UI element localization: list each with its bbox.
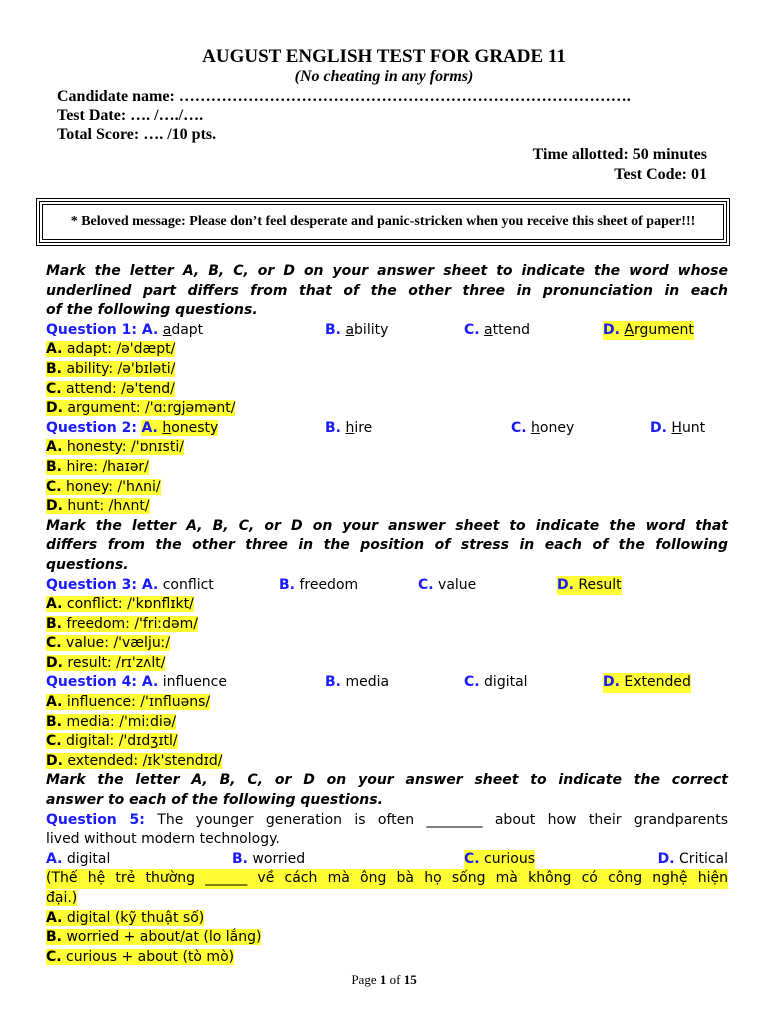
q2-answer-b: B. hire: /haɪər/ (46, 458, 149, 475)
question-content (46, 262, 728, 967)
q4-answer-a: A. influence: /'ɪnfluəns/ (46, 694, 211, 711)
q4-answer-b: B. media: /'miːdiə/ (46, 713, 177, 730)
q5-answer-b: B. worried + about/at (lo lắng) (46, 929, 262, 946)
beloved-message-box (36, 198, 730, 246)
q4-option-b: B. media (325, 674, 390, 691)
question-5-stem-2: lived without modern technology. (46, 831, 280, 848)
section2-instruction-2: differs from the other three in the position of stress in each of the following (46, 537, 728, 554)
q4-answer-c: C. digital: /'dɪdʒɪtl/ (46, 733, 178, 750)
q3-answer-b: B. freedom: /'friːdəm/ (46, 615, 199, 632)
section1-instruction-1: Mark the letter A, B, C, or D on your answer sheet to indicate the word whose (46, 263, 728, 279)
q3-option-d-correct: D. Result (557, 576, 622, 596)
q2-answer-a: A. honesty: /'ɒnɪsti/ (46, 439, 184, 456)
q2-option-b: B. hire (325, 419, 373, 436)
section2-instruction-3: questions. (46, 556, 129, 573)
q3-answer-c: C. value: /'væljuː/ (46, 635, 171, 652)
q2-option-a-correct: A. honesty (141, 419, 219, 436)
q1-answer-a: A. adapt: /ə'dæpt/ (46, 341, 176, 358)
page-title: AUGUST ENGLISH TEST FOR GRADE 11 (202, 46, 566, 67)
page-total: 15 (403, 972, 417, 987)
section2-instruction-1: Mark the letter A, B, C, or D on your answer sheet to indicate the word that (46, 517, 728, 534)
q5-answer-a: A. digital (kỹ thuật số) (46, 909, 205, 926)
question-3-options (46, 576, 728, 596)
q1-answer-c: C. attend: /ə'tend/ (46, 380, 175, 397)
question-5-stem-1: Question 5: The younger generation is often ________ about how their grandparents (46, 811, 728, 828)
time-allotted: Time allotted: 50 minutes (532, 146, 707, 163)
beloved-message: * Beloved message: Please don’t feel desperate and panic-stricken when you receive this sheet of paper!!! (42, 204, 724, 240)
q5-option-c-correct: C. curious (464, 850, 535, 870)
question-2-label: Question 2: (46, 419, 137, 436)
q5-option-b: B. worried (232, 850, 306, 867)
q1-option-a: adapt (162, 321, 204, 338)
question-3-label: Question 3: A. (46, 576, 159, 593)
question-4-label: Question 4: A. (46, 674, 159, 691)
q3-option-a: conflict (162, 576, 214, 593)
page-subtitle: (No cheating in any forms) (294, 68, 474, 85)
section1-instruction-3: of the following questions. (46, 302, 258, 319)
section3-instruction-2: answer to each of the following questions. (46, 792, 383, 809)
q3-option-c: C. value (418, 576, 477, 593)
section3-instruction-1: Mark the letter A, B, C, or D on your answer sheet to indicate the correct (46, 772, 728, 789)
candidate-name-line: Candidate name: …………………………………………………………………………. (57, 88, 631, 105)
q3-answer-a: A. conflict: /'kɒnflɪkt/ (46, 596, 194, 613)
question-2-options (46, 419, 728, 439)
page-number: 1 (379, 972, 387, 987)
test-date-line: Test Date: …. /…./…. (57, 107, 204, 124)
q1-answer-d: D. argument: /'ɑːrgjəmənt/ (46, 400, 236, 417)
q1-answer-b: B. ability: /ə'bɪləti/ (46, 360, 176, 377)
q5-answer-c: C. curious + about (tò mò) (46, 948, 235, 965)
q1-option-d-correct: D. Argument (603, 321, 694, 341)
q2-answer-c: C. honey: /'hʌni/ (46, 478, 161, 495)
q5-translation-2: đại.) (46, 890, 78, 906)
question-5-label: Question 5: (46, 811, 145, 828)
q2-option-d: D. Hunt (650, 419, 706, 436)
q4-option-a: influence (162, 674, 227, 691)
test-code: Test Code: 01 (614, 166, 707, 183)
q3-answer-d: D. result: /rɪ'zʌlt/ (46, 654, 166, 671)
q5-option-a: A. digital (46, 850, 111, 867)
q2-option-c: C. honey (511, 419, 575, 436)
q4-option-d-correct: D. Extended (603, 673, 691, 693)
section1-instruction-2: underlined part differs from that of the other three in pronunciation in each (46, 282, 728, 299)
page-footer: Page 1 of 15 (351, 972, 417, 987)
q4-answer-d: D. extended: /ɪk'stendɪd/ (46, 752, 223, 769)
question-1-label: Question 1: A. (46, 321, 159, 338)
total-score-line: Total Score: …. /10 pts. (57, 126, 217, 143)
question-4-options (46, 673, 728, 693)
question-5-options (46, 850, 728, 870)
q5-translation-1: (Thế hệ trẻ thường ______ về cách mà ông bà họ sống mà không có công nghệ hiện (46, 869, 728, 889)
q1-option-c: C. attend (464, 321, 530, 338)
question-1-options (46, 321, 728, 341)
q1-option-b: B. ability (325, 321, 389, 338)
q4-option-c: C. digital (464, 674, 528, 691)
q5-option-d: D. Critical (657, 850, 728, 867)
q2-answer-d: D. hunt: /hʌnt/ (46, 498, 150, 515)
q3-option-b: B. freedom (279, 576, 359, 593)
